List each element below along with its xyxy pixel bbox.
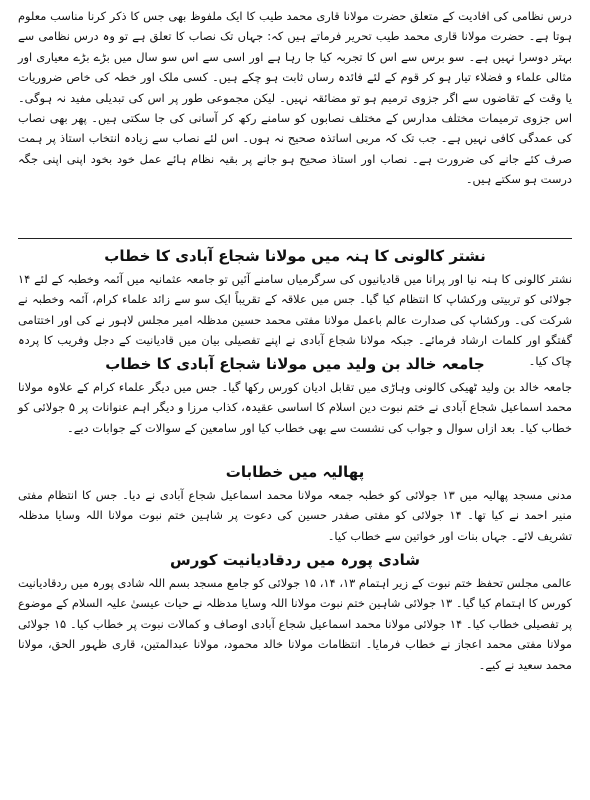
intro-paragraph: درس نظامی کی افادیت کے متعلق حضرت مولانا قاری محمد طیب کا ایک ملفوظ بھی جس کا ذکر کرنا مناسب معلوم ہوتا ہے۔ حضرت مولانا قاری محمد طیب تحریر فرماتے ہیں کہ: جہاں تک نصاب کا تعلق ہے تو وہ درس نظامی سے بہتر دوسرا نہیں ہے۔ سو برس سے اس کا تجربہ کیا جا رہا ہے اور اسی سے اس سو سال میں بڑے بڑے معیاری اور مثالی علماء و فضلاء تیار ہو کر قوم کے لئے فائدہ رساں ثابت ہو چکے ہیں۔ کسی ملک اور خطہ کی خاص ضروریات یا وقت کے تقاضوں سے اگر جزوی ترمیم ہو تو مضائقہ نہیں۔ لیکن مجموعی طور پر اس کی تبدیلی مفید نہ ہوگی۔ اس جزوی ترمیمات مختلف مدارس کے مختلف نصابوں کو سامنے رکھ کر آسانی کی جا سکتی ہیں۔ پھر بھی نصاب کی عمدگی کافی نہیں ہے۔ جب تک کہ مربی اساتذہ صحیح نہ ہوں۔ اس لئے نصاب سے زیادہ انتخاب استاذ پر ہمت صرف کئے جانے کی ضرورت ہے۔ نصاب اور استاذ صحیح ہو جانے پر بقیہ نظام ہائے عمل خود بخود اپنی اپنی جگہ درست ہو سکتے ہیں۔ bbox=[18, 9, 572, 187]
section-heading: پھالیہ میں خطابات bbox=[225, 463, 365, 481]
section-phalia bbox=[18, 459, 572, 547]
section-paragraph: عالمی مجلس تحفظ ختم نبوت کے زیر اہتمام ۱۳، ۱۴، ۱۵ جولائی کو جامع مسجد بسم اللہ شادی پورہ میں ردقادیانیت کورس کا اہتمام کیا گیا۔ ۱۳ جولائی شاہین ختم نبوت مولانا اللہ وسایا مدظلہ نے حیات عیسیٰ علیہ السلام کے موضوع پر تفصیلی خطاب کیا۔ ۱۴ جولائی مولانا محمد اسماعیل شجاع آبادی اوصاف و کمالات نبوت پر خطاب کیا۔ ۱۵ جولائی مولانا مفتی محمد اعجاز نے خطاب فرمایا۔ انتظامات مولانا خالد محمود، مولانا عبدالمتین، قاری ظہور الحق، مولانا محمد سعید نے کیے۔ bbox=[18, 576, 572, 672]
section-paragraph: جامعہ خالد بن ولید ٹھیکی کالونی وہاڑی میں تقابل ادیان کورس رکھا گیا۔ جس میں دیگر علماء کرام کے علاوہ مولانا محمد اسماعیل شجاع آبادی نے ختم نبوت دین اسلام کا اساسی عقیدہ، کذاب مرزا و دیگر اہم عنوانات پر ۵ جولائی کو خطاب کیا۔ بعد ازاں سوال و جواب کی نشست سے بھی خطاب کیا اور سامعین کے سوالات کے جوابات دیے۔ bbox=[18, 380, 572, 435]
section-shadipura bbox=[18, 547, 572, 713]
section-paragraph: مدنی مسجد پھالیہ میں ۱۳ جولائی کو خطبہ جمعہ مولانا محمد اسماعیل شجاع آبادی نے دیا۔ جس کا انتظام مفتی منیر احمد نے کیا تھا۔ ۱۴ جولائی کو مفتی صفدر حسین کی دعوت پر شاہین ختم نبوت مولانا اللہ وسایا مدظلہ تشریف لائے۔ جہاں بنات اور خواتین سے خطاب کیا۔ bbox=[18, 488, 572, 543]
section-jamia-khalid bbox=[18, 351, 572, 459]
section-heading: نشتر کالونی کا ہنہ میں مولانا شجاع آبادی کا خطاب bbox=[104, 247, 486, 265]
section-divider bbox=[18, 238, 572, 239]
section-paragraph: نشتر کالونی کا ہنہ نیا اور پرانا میں قادیانیوں کی سرگرمیاں سامنے آئیں تو جامعہ عثمانیہ میں آئمہ وخطبہ کے لئے ۱۴ جولائی کو تربیتی ورکشاپ کا انتظام کیا گیا۔ جس میں علاقہ کے تقریباً ایک سو سے زائد علماء کرام، آئمہ وخطبہ نے شرکت کی۔ ورکشاپ کی صدارت عالم باعمل مولانا مفتی محمد حسین مدظلہ امیر مجلس لاہور نے کی اور اختتامی گفتگو اور کلمات ارشاد فرمائے۔ جبکہ مولانا شجاع آبادی نے اپنے تفصیلی بیان میں قادیانیت کے دجل وفریب کا پردہ چاک کیا۔ bbox=[18, 272, 572, 368]
section-heading: جامعہ خالد بن ولید میں مولانا شجاع آبادی کا خطاب bbox=[105, 355, 485, 373]
section-heading: شادی پورہ میں ردقادیانیت کورس bbox=[170, 551, 420, 569]
